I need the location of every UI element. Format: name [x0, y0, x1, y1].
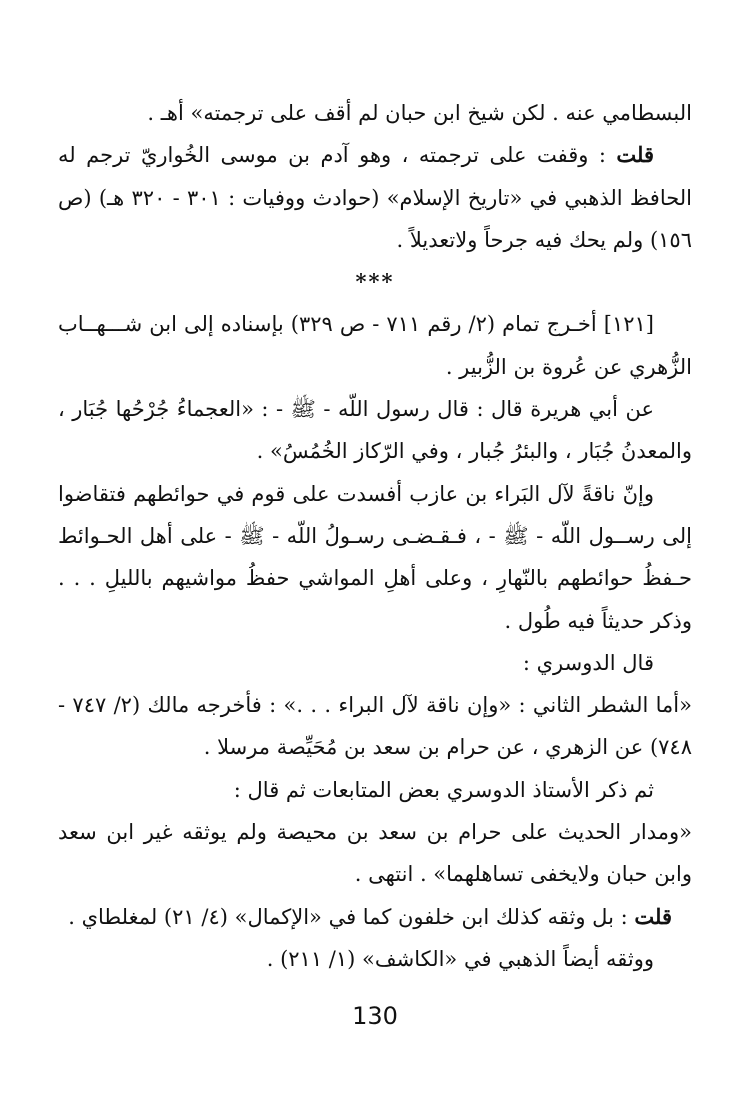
paragraph: ووثقه أيضاً الذهبي في «الكاشف» (١/ ٢١١) .	[266, 946, 654, 971]
quotation: «ومدار الحديث على حرام بن سعد بن محيصة ولم يوثقه غير ابن سعد وابن حبان ولايخفى تساهلهما» . انتهى .	[58, 820, 692, 887]
paragraph: وإنّ ناقةً لآل البَراء بن عازب أفسدت على قوم في حوائطهم فتقاضوا إلى رســول اللّه - ﷺ - ، فـقـضـى رسـولُ اللّه - ﷺ - على أهل الحـوائط حـفظُ حوائطهم بالنّهارِ ، وعلى أهلِ المواشي حفظُ مواشيهم بالليلِ . . . وذكر حديثاً فيه طُول .	[58, 481, 692, 633]
paragraph: قال الدوسري :	[522, 650, 654, 675]
page-number: 130	[352, 1002, 398, 1030]
qultu-label: قلت	[616, 142, 654, 168]
paragraph: قلت : وقفت على ترجمته ، وهو آدم بن موسى الخُواريّ ترجم له الحافظ الذهبي في «تاريخ الإسلام» (حوادث ووفيات : ٣٠١ - ٣٢٠ هـ) (ص ١٥٦) ولم يحك فيه جرحاً ولاتعديلاً .	[58, 142, 693, 252]
paragraph: البسطامي عنه . لكن شيخ ابن حبان لم أقف على ترجمته» أهـ .	[147, 101, 692, 125]
hadith-entry-121: [١٢١] أخـرج تمام (٢/ رقم ٧١١ - ص ٣٢٩) بإسناده إلى ابن شـــهــاب الزُّهري عن عُروة بن الزُّبير .	[58, 312, 692, 379]
section-separator: ***	[355, 269, 395, 295]
qultu-label: قلت	[634, 903, 672, 929]
body-text	[58, 92, 692, 980]
paragraph: عن أبي هريرة قال : قال رسول اللّه - ﷺ - : «العجماءُ جُرْحُها جُبَار ، والمعدنُ جُبَار ، والبئرُ جُبار ، وفي الرّكاز الخُمُسُ» .	[58, 397, 692, 464]
quotation: «أما الشطر الثاني : «وإن ناقة لآل البراء . . .» : فأخرجه مالك (٢/ ٧٤٧ - ٧٤٨) عن الزهري ، عن حرام بن سعد بن مُحَيِّصة مرسلا .	[58, 693, 692, 760]
paragraph: ثم ذكر الأستاذ الدوسري بعض المتابعات ثم قال :	[233, 777, 654, 802]
paragraph: قلت : بل وثقه كذلك ابن خلفون كما في «الإكمال» (٤/ ٢١) لمغلطاي .	[68, 903, 672, 929]
